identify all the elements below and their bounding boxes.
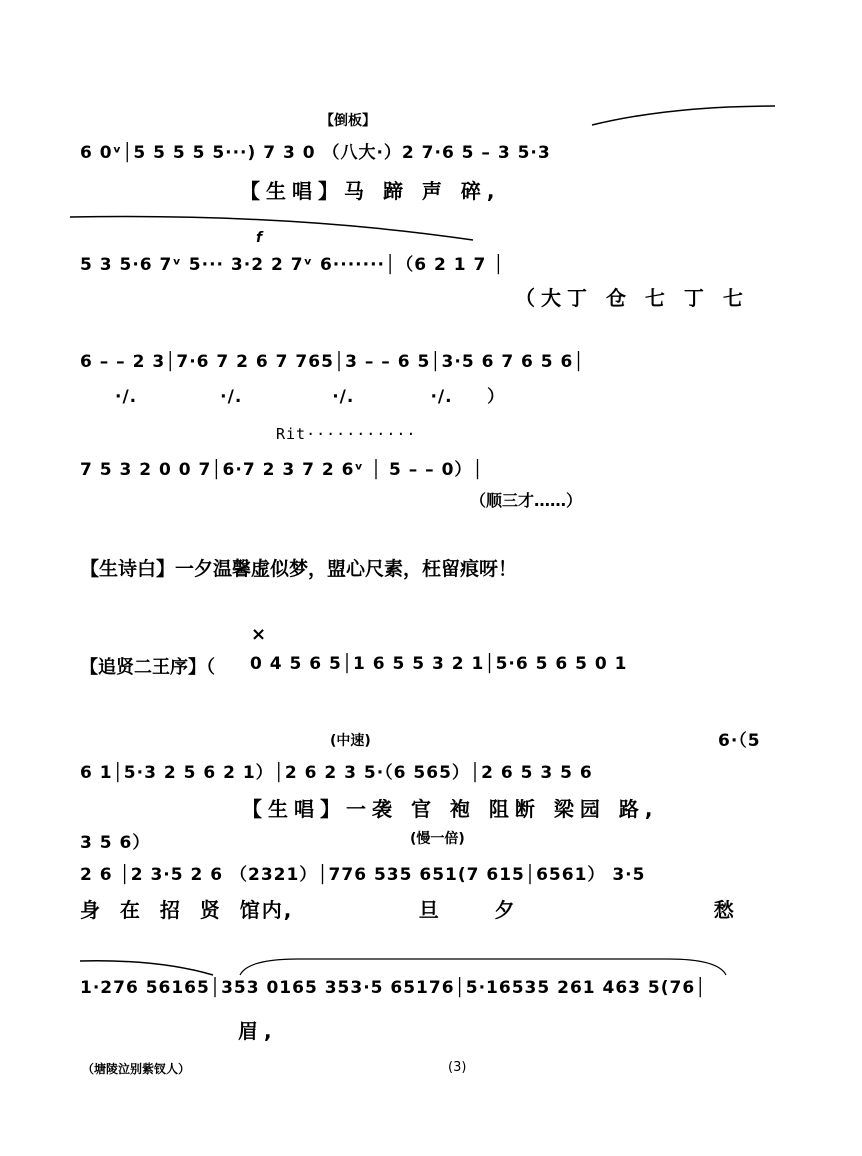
lyric-row-9: 眉, <box>238 1019 278 1043</box>
footer-title: （塘陵泣别紫钗人） <box>82 1062 191 1076</box>
tempo-rit: Rit··········· <box>276 425 417 443</box>
slur-row-2 <box>68 205 478 245</box>
section-label-zhuixian: 【追贤二王序】（ <box>80 657 215 678</box>
notation-row-1: 6 0ᵛ│5 5 5 5 5···) 7 3 0 （八大·）2 7·6 5 – 3 5·3 <box>80 143 551 163</box>
tempo-marker-daoban: 【倒板】 <box>320 113 376 129</box>
notation-row-9: 1·276 56165│353 0165 353·5 65176│5·16535 261 463 5(76│ <box>80 978 707 998</box>
slur-row-9a <box>78 955 218 979</box>
page-number: (3) <box>448 1060 467 1075</box>
repeat-marks-row-3: ·/. ·/. ·/. ·/. ） <box>115 387 506 407</box>
tempo-zhongsu: (中速) <box>330 733 371 749</box>
notation-row-2: 5 3 5·6 7ᵛ 5··· 3·2 2 7ᵛ 6·······│（6 2 1 7 │ <box>80 255 505 275</box>
notation-row-4: 7 5 3 2 0 0 7│6·7 2 3 7 2 6ᵛ │ 5 – – 0）│ <box>80 460 484 480</box>
notation-row-8: 2 6 │2 3·5 2 6 （2321）│776 535 651(7 615│6561） 3·5 <box>80 865 646 885</box>
slur-row-1 <box>590 100 780 130</box>
poem-line: 【生诗白】一夕温馨虚似梦，盟心尺素，枉留痕呀！ <box>80 558 518 580</box>
lyric-row-7: 【生唱】一袭 官 袍 阻断 梁园 路, <box>242 797 659 821</box>
notation-row-6: 0 4 5 6 5│1 6 5 5 3 2 1│5·6 5 6 5 0 1 <box>250 654 628 674</box>
notation-row-7-alt: 6·（5 <box>718 731 761 751</box>
lyric-row-1: 【生唱】马 蹄 声 碎, <box>240 179 501 203</box>
cross-mark: × <box>251 624 267 645</box>
lyric-row-8: 身 在 招 贤 馆内, 旦 夕 愁 <box>80 898 736 922</box>
notation-row-7: 6 1│5·3 2 5 6 2 1）│2 6 2 3 5·（6 565）│2 6 5 3 5 6 <box>80 763 593 783</box>
dynamic-forte: f <box>256 230 263 246</box>
lyric-row-2: （大丁 仓 七 丁 七 <box>515 286 749 310</box>
note-shunsancai: （顺三才……） <box>470 491 583 510</box>
notation-row-8-pre: 3 5 6） <box>80 833 151 853</box>
notation-row-3: 6 – – 2 3│7·6 7 2 6 7 765│3 – – 6 5│3·5 6 7 6 5 6│ <box>80 352 585 372</box>
tempo-manyibei: (慢一倍) <box>410 831 465 847</box>
slur-row-9b <box>238 955 730 979</box>
